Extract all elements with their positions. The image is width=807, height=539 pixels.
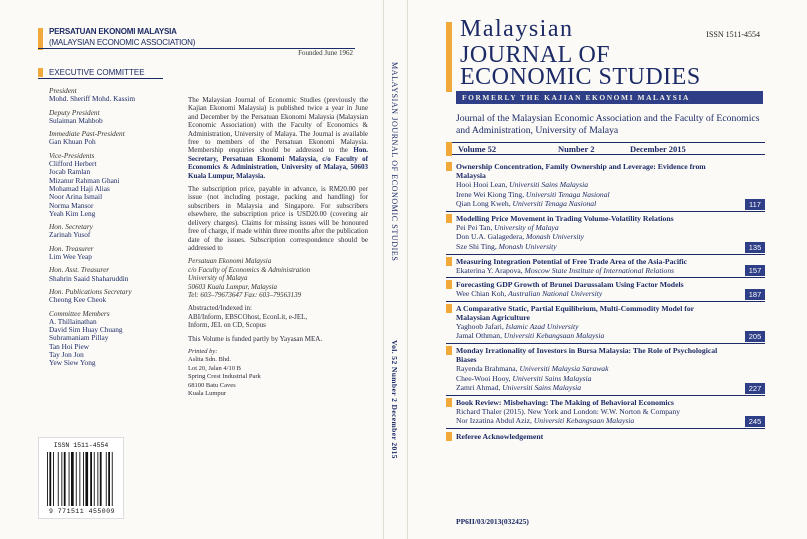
issue-date: December 2015 xyxy=(630,144,686,154)
committee-list xyxy=(49,87,169,373)
toc-article xyxy=(446,344,765,396)
article-author: Wee Chian Koh, Australian National University xyxy=(456,289,603,299)
committee-group xyxy=(49,245,169,262)
committee-role: Hon. Asst. Treasurer xyxy=(49,265,110,275)
committee-group xyxy=(49,152,169,218)
issue-bar xyxy=(446,142,765,155)
page-number: 227 xyxy=(745,383,765,394)
issue-number: Number 2 xyxy=(558,144,595,154)
committee-member: Shahrin Saaid Shaharuddin xyxy=(49,273,129,283)
committee-member: Tan Hoi Piew xyxy=(49,341,90,351)
printer-line: Kuala Lumpur xyxy=(188,390,227,397)
accent-bar xyxy=(38,28,43,50)
article-author: Irene Wei Kiong Ting, Universiti Tenaga Nasional xyxy=(456,189,610,199)
founded-date: Founded June 1962 xyxy=(298,49,353,57)
article-author: Ekaterina Y. Arapova, Moscow State Institute of International Relations xyxy=(456,265,675,275)
committee-role: Deputy President xyxy=(49,107,100,117)
article-author: Nor Izzatina Abdul Aziz, Universiti Kebangsaan Malaysia xyxy=(456,416,635,426)
committee-member: David Sim Huay Chuang xyxy=(49,325,123,335)
issn: ISSN 1511-4554 xyxy=(706,30,760,39)
indexing-line: Abstracted/Indexed in: xyxy=(188,304,252,313)
committee-group xyxy=(49,310,169,368)
executive-committee-heading: EXECUTIVE COMMITTEE xyxy=(49,68,145,77)
accent-bar xyxy=(446,398,452,407)
accent-bar xyxy=(446,162,452,171)
toc-article xyxy=(446,396,765,429)
article-author: Yaghoob Jafari, Islamic Azad University xyxy=(456,321,579,331)
indexing-info xyxy=(188,304,368,329)
toc-article xyxy=(446,302,765,344)
committee-member: Mohamad Haji Alias xyxy=(49,183,110,193)
page-number: 135 xyxy=(745,242,765,253)
committee-group xyxy=(49,223,169,240)
indexing-line: Inform, JEL on CD, Scopus xyxy=(188,321,266,330)
committee-member: Norma Mansor xyxy=(49,200,94,210)
barcode-icon xyxy=(47,452,117,506)
committee-group xyxy=(49,130,169,147)
page-number: 205 xyxy=(745,331,765,342)
subscription-address xyxy=(188,257,368,299)
table-of-contents xyxy=(446,160,765,445)
accent-bar xyxy=(446,346,452,355)
committee-role: Hon. Secretary xyxy=(49,222,93,232)
committee-member: Clifford Herbert xyxy=(49,159,97,169)
address-line: Persatuan Ekonomi Malaysia xyxy=(188,257,272,266)
article-author: Sze Shi Ting, Monash University xyxy=(456,241,557,251)
article-title: Ownership Concentration, Family Ownership and Leverage: Evidence from Malaysia xyxy=(456,162,706,180)
association-name-english: (MALAYSIAN ECONOMIC ASSOCIATION) xyxy=(49,38,196,47)
association-name: PERSATUAN EKONOMI MALAYSIA xyxy=(49,27,177,36)
spine-issue: Vol. 52 Number 2 December 2015 xyxy=(390,340,399,459)
printer-line: Lot 20, Jalan 4/10 B xyxy=(188,364,241,372)
toc-article xyxy=(446,212,765,255)
barcode-issn-label: ISSN 1511-4554 xyxy=(53,442,109,449)
about-paragraph-1: The Malaysian Journal of Economic Studies (previously the Kajian Ekonomi Malaysia) is published twice a year in June and December by the Persatuan Ekonomi Malaysia (Malaysian Economic Association) with the Faculty of Economics & Administration, University of Malaya. The Journal is available free to members of the Persatuan Ekonomi Malaysia. Membership enquiries should be addressed to the Hon. Secretary, Persatuan Ekonomi Malaysia, c/o Faculty of Economics & Administration, University of Malaya, 50603 Kuala Lumpur, Malaysia. xyxy=(188,96,368,180)
formerly-banner: FORMERLY THE KAJIAN EKONOMI MALAYSIA xyxy=(456,91,763,104)
printer-line: Aslita Sdn. Bhd. xyxy=(188,356,231,364)
article-author: Rayenda Brahmana, Universiti Malaysia Sarawak xyxy=(456,363,609,373)
spine xyxy=(383,0,408,539)
front-cover xyxy=(408,0,807,539)
masthead-journal-of: JOURNAL OF xyxy=(460,42,611,68)
committee-role: Immediate Past-President xyxy=(49,129,125,139)
funding-note: This Volume is funded partly by Yayasan MEA. xyxy=(188,334,323,343)
committee-role: Hon. Treasurer xyxy=(49,243,94,253)
about-paragraph-2: The subscription price, payable in advance, is RM20.00 per issue (not including postage, packing and handling) for subscribers in Malaysia and Singapore. For subscribers elsewhere, the subscription price is USD20.00 (covering air delivery charges). Claims for missing issues will be honoured free of charge, if made within three months after the publication date of the issues. Subscription correspondence should be addressed to xyxy=(188,185,368,252)
journal-subtitle: Journal of the Malaysian Economic Association and the Faculty of Economics and Administration, University of Malaya xyxy=(456,113,760,136)
committee-role: Vice-Presidents xyxy=(49,150,95,160)
article-title: Book Review: Misbehaving: The Making of Behavioral Economics xyxy=(456,397,674,407)
committee-member: Noor Arina Ismail xyxy=(49,192,103,202)
accent-bar xyxy=(446,432,452,441)
accent-bar xyxy=(446,280,452,289)
accent-bar xyxy=(446,257,452,266)
committee-member: Gan Khuan Poh xyxy=(49,137,96,147)
toc-article xyxy=(446,160,765,212)
divider xyxy=(38,78,163,79)
toc-article xyxy=(446,255,765,279)
committee-member: Lim Wee Yeap xyxy=(49,252,92,262)
page-number: 187 xyxy=(745,289,765,300)
printer-line: 68100 Batu Caves xyxy=(188,381,236,389)
indexing-line: ABI/Inform, EBSCOhost, EconLit, e-JEL, xyxy=(188,312,308,321)
article-title: Monday Irrationality of Investors in Bursa Malaysia: The Role of Psychological Biases xyxy=(456,345,718,364)
committee-member: Mizanur Rahman Ghani xyxy=(49,175,120,185)
back-cover xyxy=(0,0,383,539)
committee-group xyxy=(49,288,169,305)
page-number: 157 xyxy=(745,265,765,276)
page-number: 245 xyxy=(745,416,765,427)
committee-member: Sulaiman Mahbob xyxy=(49,115,103,125)
volume: Volume 52 xyxy=(458,144,497,154)
article-author: Chee-Wooi Hooy, Universiti Sains Malaysia xyxy=(456,373,592,383)
article-title: Forecasting GDP Growth of Brunei Darussalam Using Factor Models xyxy=(456,280,684,290)
committee-role: Hon. Publications Secretary xyxy=(49,286,132,296)
masthead-malaysian: Malaysian xyxy=(460,16,574,42)
committee-member: Yeah Kim Leng xyxy=(49,208,96,218)
referee-acknowledgement: Referee Acknowledgement xyxy=(456,431,544,441)
address-line: University of Malaya xyxy=(188,274,248,283)
accent-bar xyxy=(38,68,43,77)
address-line: 50603 Kuala Lumpur, Malaysia xyxy=(188,282,278,291)
committee-role: President xyxy=(49,86,77,95)
barcode-box xyxy=(38,437,124,519)
committee-member: Subramaniam Pillay xyxy=(49,333,109,343)
permit-number: PP6II/03/2013(032425) xyxy=(456,517,529,526)
committee-member: Cheong Kee Cheok xyxy=(49,295,107,305)
article-author: Hooi Hooi Lean, Universiti Sains Malaysia xyxy=(456,180,589,189)
page-number: 117 xyxy=(745,199,765,210)
committee-member: Zarinah Yusof xyxy=(49,230,91,240)
accent-bar xyxy=(446,22,452,92)
committee-member: Jocab Ramlan xyxy=(49,167,91,177)
barcode-number: 9 771511 455009 xyxy=(48,508,115,515)
article-author: Qian Long Kweh, Universiti Tenaga Nasional xyxy=(456,199,597,209)
toc-article xyxy=(446,278,765,302)
article-title: Modelling Price Movement in Trading Volume-Volatility Relations xyxy=(456,213,674,223)
about-journal xyxy=(188,96,368,398)
committee-member: Tay Jon Jon xyxy=(49,350,84,360)
committee-member: Yew Siew Yong xyxy=(49,358,96,368)
committee-role: Committee Members xyxy=(49,308,110,318)
spine-title: MALAYSIAN JOURNAL OF ECONOMIC STUDIES xyxy=(390,62,399,262)
address-line: c/o Faculty of Economics & Administration xyxy=(188,265,311,274)
accent-bar xyxy=(446,214,452,223)
committee-member: A. Thillainathan xyxy=(49,316,97,326)
toc-referee xyxy=(446,429,765,445)
committee-group xyxy=(49,266,169,283)
article-author: Pei Pei Tan, University of Malaya xyxy=(456,222,559,232)
article-author: Don U.A. Galagedera, Monash University xyxy=(456,232,585,242)
printer-info: Printed by: Aslita Sdn. Bhd. Lot 20, Jalan 4/10 B Spring Crest Industrial Park 68100 Batu Caves Kuala Lumpur xyxy=(188,348,368,398)
committee-member: Mohd. Sheriff Mohd. Kassim xyxy=(49,94,136,104)
printer-line: Spring Crest Industrial Park xyxy=(188,373,261,381)
accent-bar xyxy=(446,304,452,313)
committee-group xyxy=(49,109,169,126)
accent-bar xyxy=(446,142,452,156)
address-line: Tel: 603–79673647 Fax: 603–79563139 xyxy=(188,290,302,299)
masthead-economic-studies: ECONOMIC STUDIES xyxy=(460,64,701,90)
book-details: Richard Thaler (2015). New York and London: W.W. Norton & Company xyxy=(456,406,680,416)
committee-group xyxy=(49,87,169,104)
article-author: Jamal Othman, Universiti Kebangsaan Malaysia xyxy=(456,331,605,341)
article-title: A Comparative Static, Partial Equilibrium, Multi-Commodity Model for Malaysian Agriculture xyxy=(456,303,694,322)
article-author: Zamri Ahmad, Universiti Sains Malaysia xyxy=(456,383,582,393)
article-title: Measuring Integration Potential of Free Trade Area of the Asia-Pacific xyxy=(456,256,688,266)
